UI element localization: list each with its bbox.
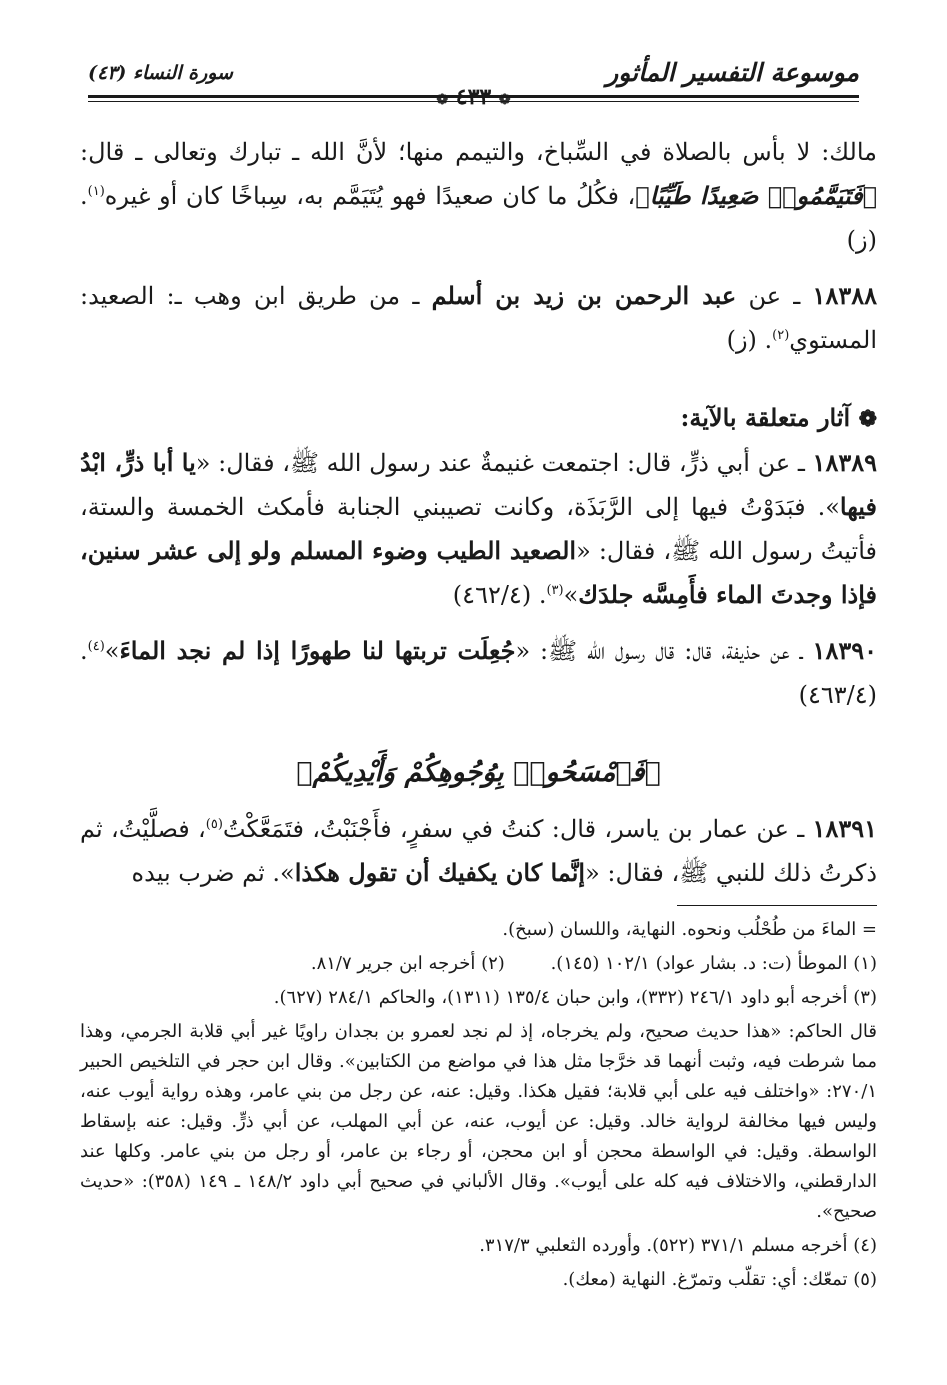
header-rule-thin [88, 101, 859, 102]
narration-18391 [80, 807, 877, 895]
footnote-ref: (١) [87, 184, 105, 199]
narration-number: ١٨٣٩٠ [812, 636, 877, 665]
text: ـ عن عمار بن ياسر، قال: كنتُ في سفرٍ، فأَجْنَبْتُ، فتَمَعَّكْتُ [222, 815, 813, 843]
ornament-icon: ❁ [498, 92, 511, 108]
hadith-text: يا أبا ذرٍّ، ابْدُ فيها [80, 448, 877, 521]
footnotes [80, 915, 877, 1299]
verse-heading: ﴿فَٱمْسَحُوا۟ بِوُجُوهِكُمْ وَأَيْدِيكُمْ﴾ [296, 757, 661, 788]
page-header [88, 52, 859, 110]
footnote: قال الحاكم: «هذا حديث صحيح، ولم يخرجاه، إذ لم نجد لعمرو بن بجدان راويًا غير أبي قلابة الجرمي، وهذا مما شرطت فيه، وثبت أنهما قد خرَّجا مثل هذا في مواضع من الكتابين». وقال ابن حجر في التلخيص الحبير ٢٧٠/١: «واختلف فيه على أبي قلابة؛ فقيل هكذا. وقيل: عنه، عن رجل من بني عامر، وهذه رواية أيوب عنه، وليس فيها مخالفة لرواية خالد. وقيل: عن أيوب، عنه، عن أبي المهلب، عن أبي ذرٍّ. وقيل: عنه بإسقاط الواسطة. وقيل: في الواسطة محجن أو ابن محجن، أو رجاء بن عامر، أو رجل من بني عامر. وكلها عند الدارقطني، والاختلاف فيه كله على أيوب». وقال الألباني في صحيح أبي داود ١٤٨/٢ ـ ١٤٩ (٣٥٨): «حديث صحيح». [80, 1021, 877, 1222]
text: ، فصلَّيْتُ، ثم ذكرتُ ذلك للنبي ﷺ، فقال: « [80, 815, 877, 887]
text: ـ من طريق ابن وهب ـ: الصعيد: المستوي [80, 282, 877, 354]
narration-number: ١٨٣٨٨ [812, 281, 877, 310]
hadith-text: الصعيد الطيب وضوء المسلم ولو إلى عشر سنين، فإذا وجدتَ الماء فأَمِسَّه جلدَك [80, 536, 877, 609]
header-rule-thick [88, 95, 859, 98]
text: . (ز) [80, 182, 877, 254]
footnote: (٣) أخرجه أبو داود ٢٤٦/١ (٣٣٢)، وابن حبان ١٣٥/٤ (١٣١١)، والحاكم ٢٨٤/١ (٦٢٧). [273, 987, 877, 1008]
surah-title: سورة النساء (٤٣) [88, 62, 233, 84]
section-title: آثار متعلقة بالآية: [680, 403, 851, 432]
footnote-rule [677, 905, 877, 906]
footnote-ref: (٥) [205, 817, 223, 832]
footnote: (٤) أخرجه مسلم ٣٧١/١ (٥٢٢). وأورده الثعلبي ٣١٧/٣. [479, 1235, 877, 1256]
text: ـ عن [736, 282, 813, 310]
section-heading [80, 396, 877, 441]
text: ». ثم ضرب بيده [131, 859, 295, 887]
ornament-flower-icon: ❁ [858, 406, 877, 432]
narration-18389 [80, 441, 877, 617]
book-title: موسوعة التفسير المأثور [606, 58, 859, 87]
footnote: = الماءَ من طُحْلُب ونحوه. النهاية، واللسان (سبخ). [502, 919, 877, 940]
text: . (٤٦٢/٤) [452, 581, 547, 609]
footnote: (١) الموطأ (ت: د. بشار عواد) ١٠٢/١ (١٤٥). (٢) أخرجه ابن جرير ٨١/٧. [310, 953, 877, 974]
footnote-ref: (٢) [772, 328, 790, 343]
text: » [563, 581, 579, 609]
ornament-icon: ❁ [436, 92, 449, 108]
paragraph-continuation [80, 130, 877, 262]
quran-quote: ﴿فَتَيَمَّمُوا۟ صَعِيدًا طَيِّبًا﴾ [635, 181, 878, 210]
narration-number: ١٨٣٨٩ [812, 448, 877, 477]
hadith-text: إنَّما كان يكفيك أن تقول هكذا [294, 858, 586, 887]
text: . (٤٦٣/٤) [80, 637, 877, 709]
text: ». فبَدَوْتُ فيها إلى الرَّبَذَة، وكانت تصيبني الجنابة فأمكث الخمسة والستة، فأتيتُ رسول الله ﷺ، فقال: « [80, 493, 877, 565]
footnote-ref: (٣) [546, 583, 564, 598]
text: مالك: لا بأس بالصلاة في السِّباخ، والتيمم منها؛ لأنَّ الله ـ تبارك وتعالى ـ قال: [80, 138, 877, 166]
narration-18388 [80, 274, 877, 362]
hadith-text: جُعِلَت تربتها لنا طهورًا إذا لم نجد الماءَ [119, 636, 516, 665]
narrator-name: عبد الرحمن بن زيد بن أسلم [431, 281, 737, 310]
text: ـ عن حذيفة، قال: قال رسول الله ﷺ: « [515, 637, 813, 665]
narration-18390 [80, 629, 877, 717]
footnote-ref: (٤) [87, 639, 105, 654]
page-number: ٤٣٣ [455, 84, 492, 110]
footnote: (٥) تمعّك: أي: تقلّب وتمرّغ. النهاية (معك). [562, 1269, 877, 1290]
text: ـ عن أبي ذرٍّ، قال: اجتمعت غنيمةٌ عند رسول الله ﷺ، فقال: « [195, 449, 813, 477]
main-text [80, 130, 877, 895]
narration-number: ١٨٣٩١ [812, 814, 877, 843]
text: » [104, 637, 120, 665]
text: ، فكُلُ ما كان صعيدًا فهو يُتَيَمَّم به، سِباخًا كان أو غيره [104, 182, 636, 210]
text: . (ز) [726, 326, 773, 354]
